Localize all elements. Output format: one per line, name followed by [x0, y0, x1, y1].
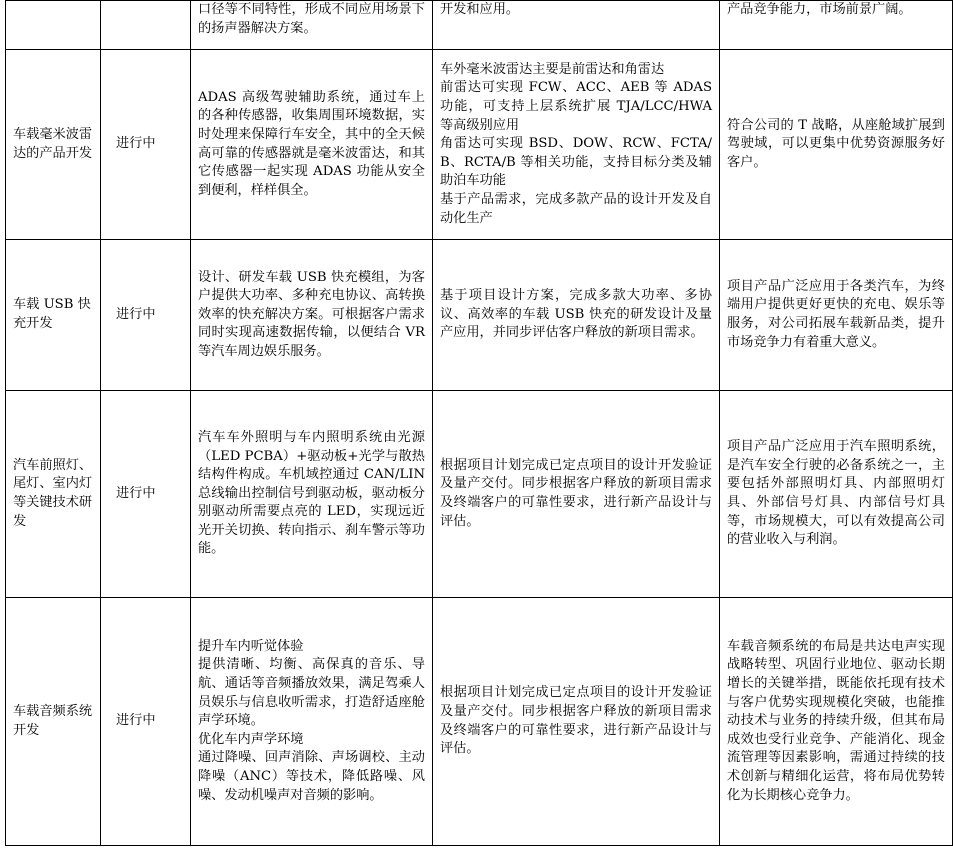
table-row: [6, 50, 953, 240]
project-goal-cell: [433, 1, 720, 50]
project-summary-cell: [191, 50, 433, 240]
prospect-text: 项目产品广泛应用于各类汽车，为终端用户提供更好更快的充电、娱乐等服务，对公司拓展车载新品类，提升市场竞争力有着重大意义。: [727, 278, 945, 350]
project-status-cell: 进行中: [101, 598, 191, 846]
goal-text: 角雷达可实现 BSD、DOW、RCW、FCTA/B、RCTA/B 等相关功能，支持目标分类及辅助泊车功能: [440, 136, 712, 189]
project-name-cell: 车载音频系统开发: [6, 598, 101, 846]
project-name-cell: 汽车前照灯、尾灯、室内灯等关键技术研发: [6, 391, 101, 598]
prospect-text: 符合公司的 T 战略，从座舱域扩展到驾驶域，可以更集中优势资源服务好客户。: [727, 117, 945, 170]
summary-text: ADAS 高级驾驶辅助系统，通过车上的各种传感器，收集周围环境数据，实时处理来保障行车安全，其中的全天候高可靠的传感器就是毫米波雷达，和其它传感器一起实现 ADAS 功能从安全到便利，样样俱全。: [198, 89, 425, 198]
project-goal-cell: [433, 50, 720, 240]
project-name-cell: 车载 USB 快充开发: [6, 240, 101, 391]
table-row: [6, 391, 953, 598]
project-summary-cell: [191, 391, 433, 598]
table-row: [6, 240, 953, 391]
summary-text: 通过降噪、回声消除、声场调校、主动降噪（ANC）等技术，降低路噪、风噪、发动机噪声对音频的影响。: [198, 750, 425, 803]
project-status-cell: 进行中: [101, 240, 191, 391]
project-summary-cell: [191, 240, 433, 391]
table-row: [6, 598, 953, 846]
summary-text: 汽车车外照明与车内照明系统由光源（LED PCBA）+驱动板+光学与散热结构件构成。车机域控通过 CAN/LIN 总线输出控制信号到驱动板，驱动板分别驱动所需要点亮的 LED，实现远近光开关切换、转向指示、刹车警示等功能。: [198, 429, 425, 557]
prospect-text: 项目产品广泛应用于汽车照明系统，是汽车安全行驶的必备系统之一，主要包括外部照明灯具、内部照明灯具、外部信号灯具、内部信号灯具等，市场规模大，可以有效提高公司的营业收入与利润。: [727, 439, 945, 548]
summary-text: 口径等不同特性，形成不同应用场景下的扬声器解决方案。: [198, 2, 425, 36]
project-name-cell: 车载毫米波雷达的产品开发: [6, 50, 101, 240]
rd-projects-table: [5, 0, 953, 846]
summary-text: 优化车内声学环境: [198, 731, 304, 747]
prospect-text: 产品竞争能力，市场前景广阔。: [727, 2, 912, 17]
project-prospect-cell: [720, 1, 953, 50]
project-prospect-cell: [720, 240, 953, 391]
project-goal-cell: [433, 391, 720, 598]
project-summary-cell: [191, 1, 433, 50]
project-name-cell: [6, 1, 101, 50]
goal-text: 根据项目计划完成已定点项目的设计开发验证及量产交付。同步根据客户释放的新项目需求及终端客户的可靠性要求，进行新产品设计与评估。: [440, 685, 712, 757]
project-status-cell: 进行中: [101, 50, 191, 240]
table-row: [6, 1, 953, 50]
project-summary-cell: [191, 598, 433, 846]
goal-text: 根据项目计划完成已定点项目的设计开发验证及量产交付。同步根据客户释放的新项目需求及终端客户的可靠性要求，进行新产品设计与评估。: [440, 457, 712, 529]
project-goal-cell: [433, 240, 720, 391]
goal-text: 开发和应用。: [440, 2, 520, 17]
goal-text: 车外毫米波雷达主要是前雷达和角雷达: [440, 61, 665, 77]
goal-text: 前雷达可实现 FCW、ACC、AEB 等 ADAS 功能，可支持上层系统扩展 TJA/LCC/HWA 等高级别应用: [440, 80, 712, 133]
project-prospect-cell: [720, 50, 953, 240]
project-status-cell: [101, 1, 191, 50]
summary-text: 提升车内听觉体验: [198, 638, 304, 654]
project-status-cell: 进行中: [101, 391, 191, 598]
project-prospect-cell: [720, 598, 953, 846]
goal-text: 基于项目设计方案，完成多款大功率、多协议、高效率的车载 USB 快充的研发设计及量产应用，并同步评估客户释放的新项目需求。: [440, 288, 712, 341]
prospect-text: 车载音频系统的布局是共达电声实现战略转型、巩固行业地位、驱动长期增长的关键举措，既能依托现有技术与客户优势实现规模化突破，也能推动技术与业务的持续升级，但其布局成效也受行业竞争、产能消化、现金流管理等因素影响，需通过持续的技术创新与精细化运营，将布局优势转化为长期核心竞争力。: [727, 638, 945, 803]
summary-text: 提供清晰、均衡、高保真的音乐、导航、通话等音频播放效果，满足驾乘人员娱乐与信息收听需求，打造舒适座舱声学环境。: [198, 657, 425, 729]
project-prospect-cell: [720, 391, 953, 598]
project-goal-cell: [433, 598, 720, 846]
summary-text: 设计、研发车载 USB 快充模组，为客户提供大功率、多种充电协议、高转换效率的快充解决方案。可根据客户需求同时实现高速数据传输，以便结合 VR 等汽车周边娱乐服务。: [198, 269, 425, 359]
goal-text: 基于产品需求，完成多款产品的设计开发及自动化生产: [440, 191, 712, 226]
